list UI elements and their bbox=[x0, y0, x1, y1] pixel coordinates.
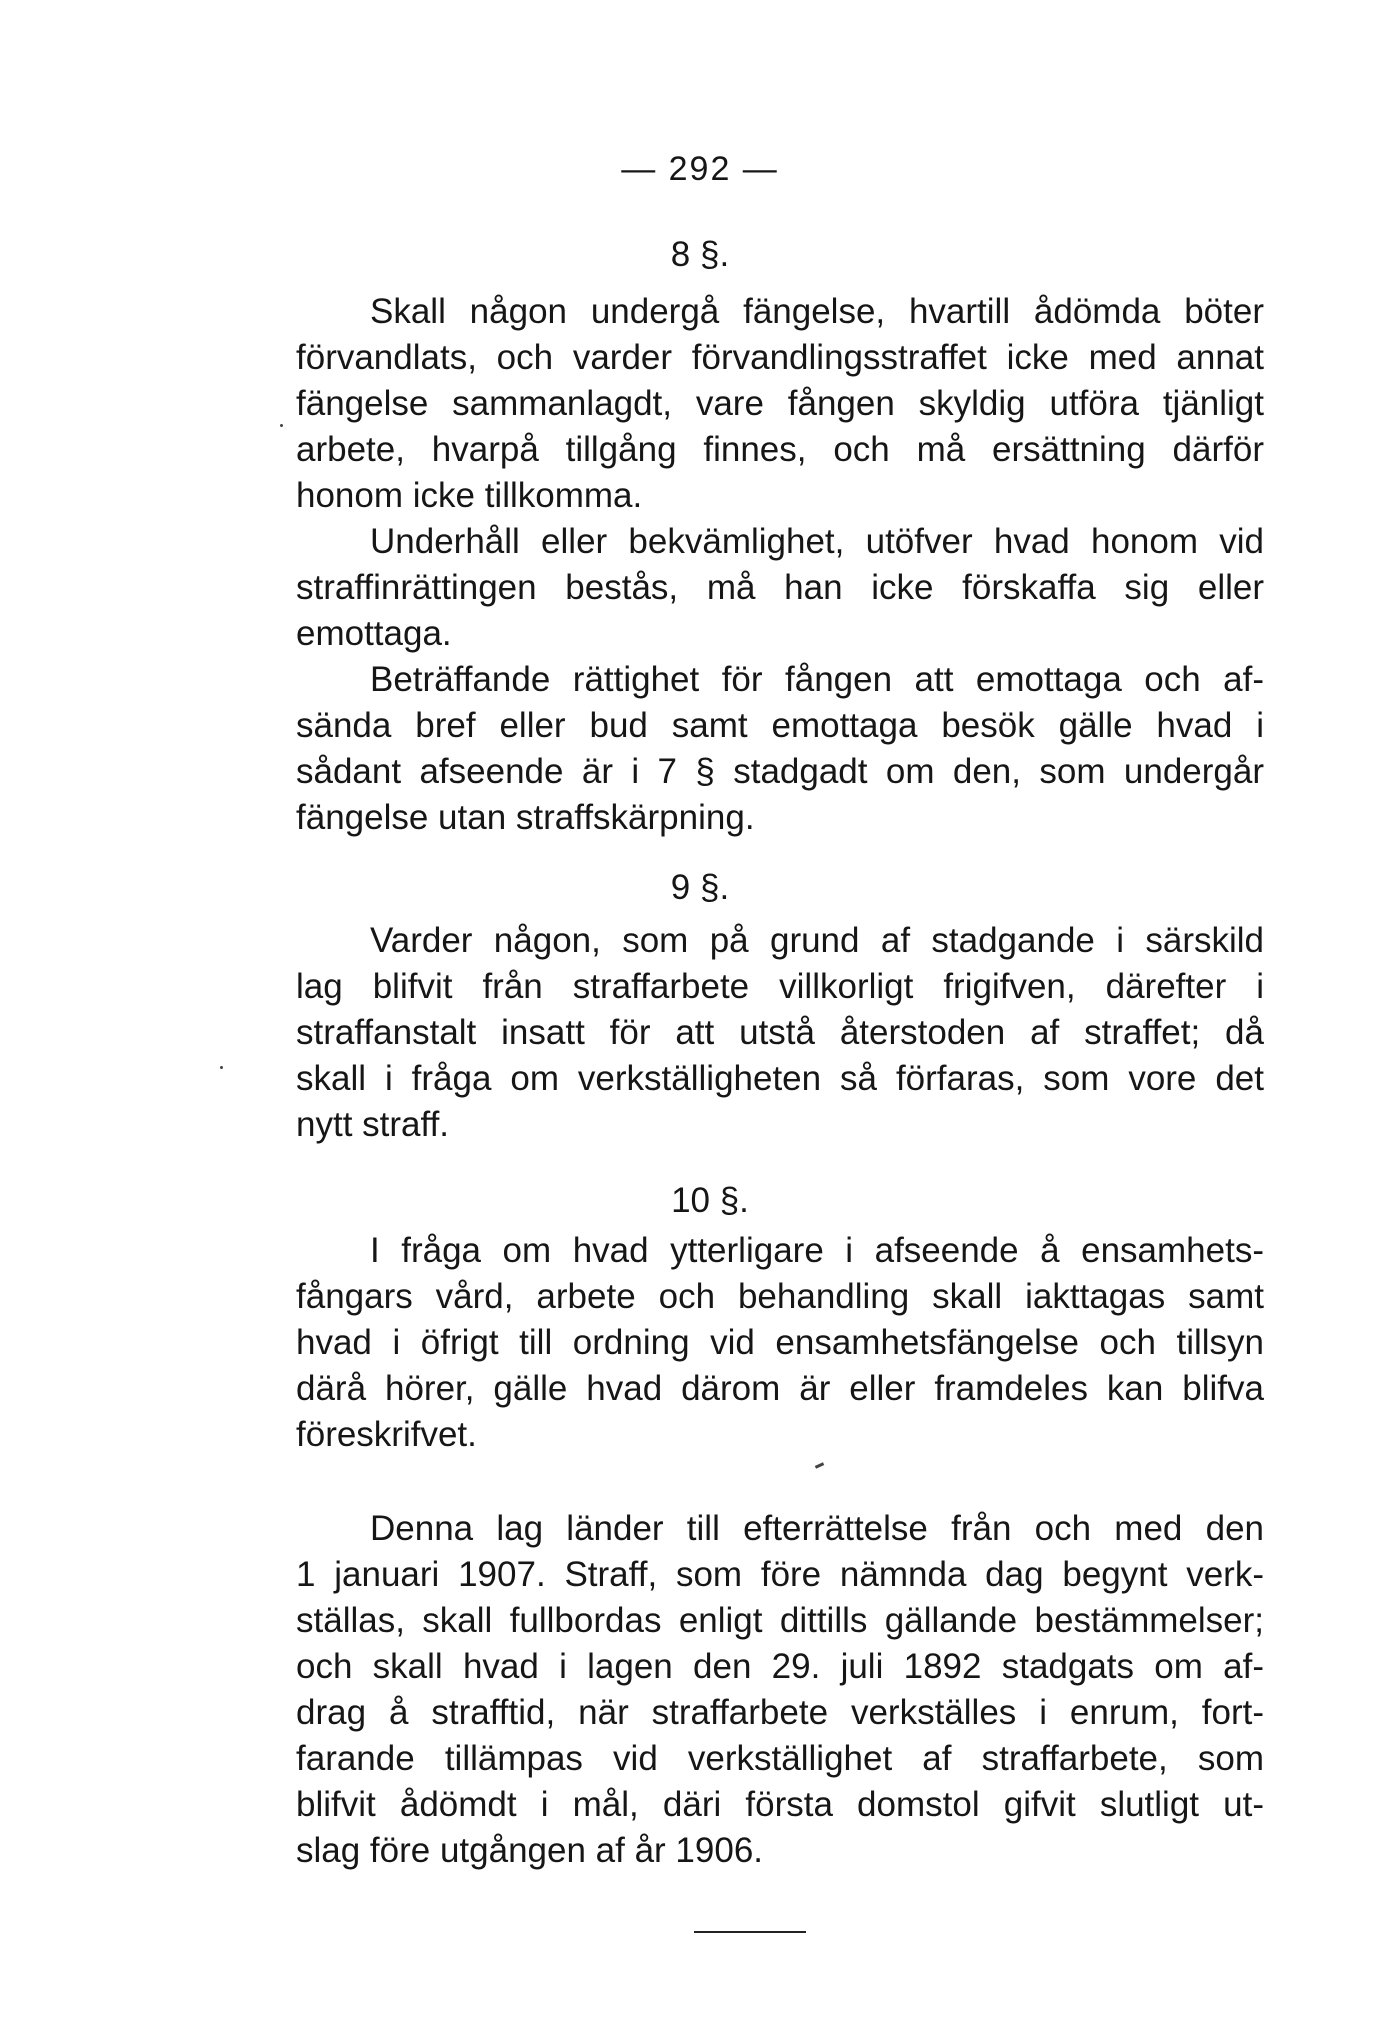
text-line: sådant afseende är i 7 § stadgadt om den, som undergår bbox=[296, 752, 1264, 791]
text-line: slag före utgången af år 1906. bbox=[296, 1831, 764, 1870]
text-line: sända bref eller bud samt emottaga besök gälle hvad i bbox=[296, 706, 1264, 745]
text-line: fångars vård, arbete och behandling skall iakttagas samt bbox=[296, 1277, 1264, 1316]
text-line: straffanstalt insatt för att utstå återstoden af straffet; då bbox=[296, 1013, 1264, 1052]
text-line: farande tillämpas vid verkställighet af straffarbete, som bbox=[296, 1739, 1264, 1778]
text-line: ställas, skall fullbordas enligt dittills gällande bestämmelser; bbox=[296, 1601, 1264, 1640]
text-line: och skall hvad i lagen den 29. juli 1892 stadgats om af- bbox=[296, 1647, 1264, 1686]
text-line: nytt straff. bbox=[296, 1105, 450, 1144]
text-line: arbete, hvarpå tillgång finnes, och må ersättning därför bbox=[296, 430, 1264, 469]
section-8-paragraph-3 bbox=[296, 657, 1264, 841]
section-9-paragraph bbox=[296, 918, 1264, 1148]
text-line: skall i fråga om verkställigheten så förfaras, som vore det bbox=[296, 1059, 1264, 1098]
closing-paragraph bbox=[296, 1506, 1264, 1874]
text-line: honom icke tillkomma. bbox=[296, 476, 643, 515]
print-mark bbox=[280, 424, 283, 427]
text-line: straffinrättingen bestås, må han icke förskaffa sig eller bbox=[296, 568, 1264, 607]
print-mark bbox=[815, 1462, 824, 1469]
section-10-paragraph bbox=[296, 1228, 1264, 1458]
section-8-paragraph-2 bbox=[296, 519, 1264, 657]
section-8-paragraph-1 bbox=[296, 289, 1264, 519]
section-heading-9: 9 §. bbox=[670, 868, 730, 907]
text-line: drag å strafftid, när straffarbete verkställes i enrum, fort- bbox=[296, 1693, 1264, 1732]
text-line: Skall någon undergå fängelse, hvartill ådömda böter bbox=[370, 292, 1264, 331]
text-line: I fråga om hvad ytterligare i afseende å ensamhets- bbox=[370, 1231, 1264, 1270]
text-line: Varder någon, som på grund af stadgande i särskild bbox=[370, 921, 1264, 960]
text-line: Beträffande rättighet för fången att emottaga och af- bbox=[370, 660, 1264, 699]
text-line: 1 januari 1907. Straff, som före nämnda dag begynt verk- bbox=[296, 1555, 1264, 1594]
text-line: Denna lag länder till efterrättelse från och med den bbox=[370, 1509, 1264, 1548]
text-line: förvandlats, och varder förvandlingsstraffet icke med annat bbox=[296, 338, 1264, 377]
closing-rule bbox=[694, 1931, 806, 1933]
text-line: därå hörer, gälle hvad därom är eller framdeles kan blifva bbox=[296, 1369, 1264, 1408]
text-line: emottaga. bbox=[296, 614, 452, 653]
text-line: lag blifvit från straffarbete villkorligt frigifven, därefter i bbox=[296, 967, 1264, 1006]
print-mark bbox=[220, 1066, 223, 1069]
text-line: hvad i öfrigt till ordning vid ensamhetsfängelse och tillsyn bbox=[296, 1323, 1264, 1362]
text-line: fängelse sammanlagdt, vare fången skyldig utföra tjänligt bbox=[296, 384, 1264, 423]
section-heading-10: 10 §. bbox=[671, 1181, 749, 1220]
section-heading-8: 8 §. bbox=[670, 235, 730, 274]
text-line: föreskrifvet. bbox=[296, 1415, 477, 1454]
text-line: fängelse utan straffskärpning. bbox=[296, 798, 755, 837]
page-number: — 292 — bbox=[621, 150, 779, 188]
text-line: Underhåll eller bekvämlighet, utöfver hvad honom vid bbox=[370, 522, 1264, 561]
text-line: blifvit ådömdt i mål, däri första domstol gifvit slutligt ut- bbox=[296, 1785, 1264, 1824]
